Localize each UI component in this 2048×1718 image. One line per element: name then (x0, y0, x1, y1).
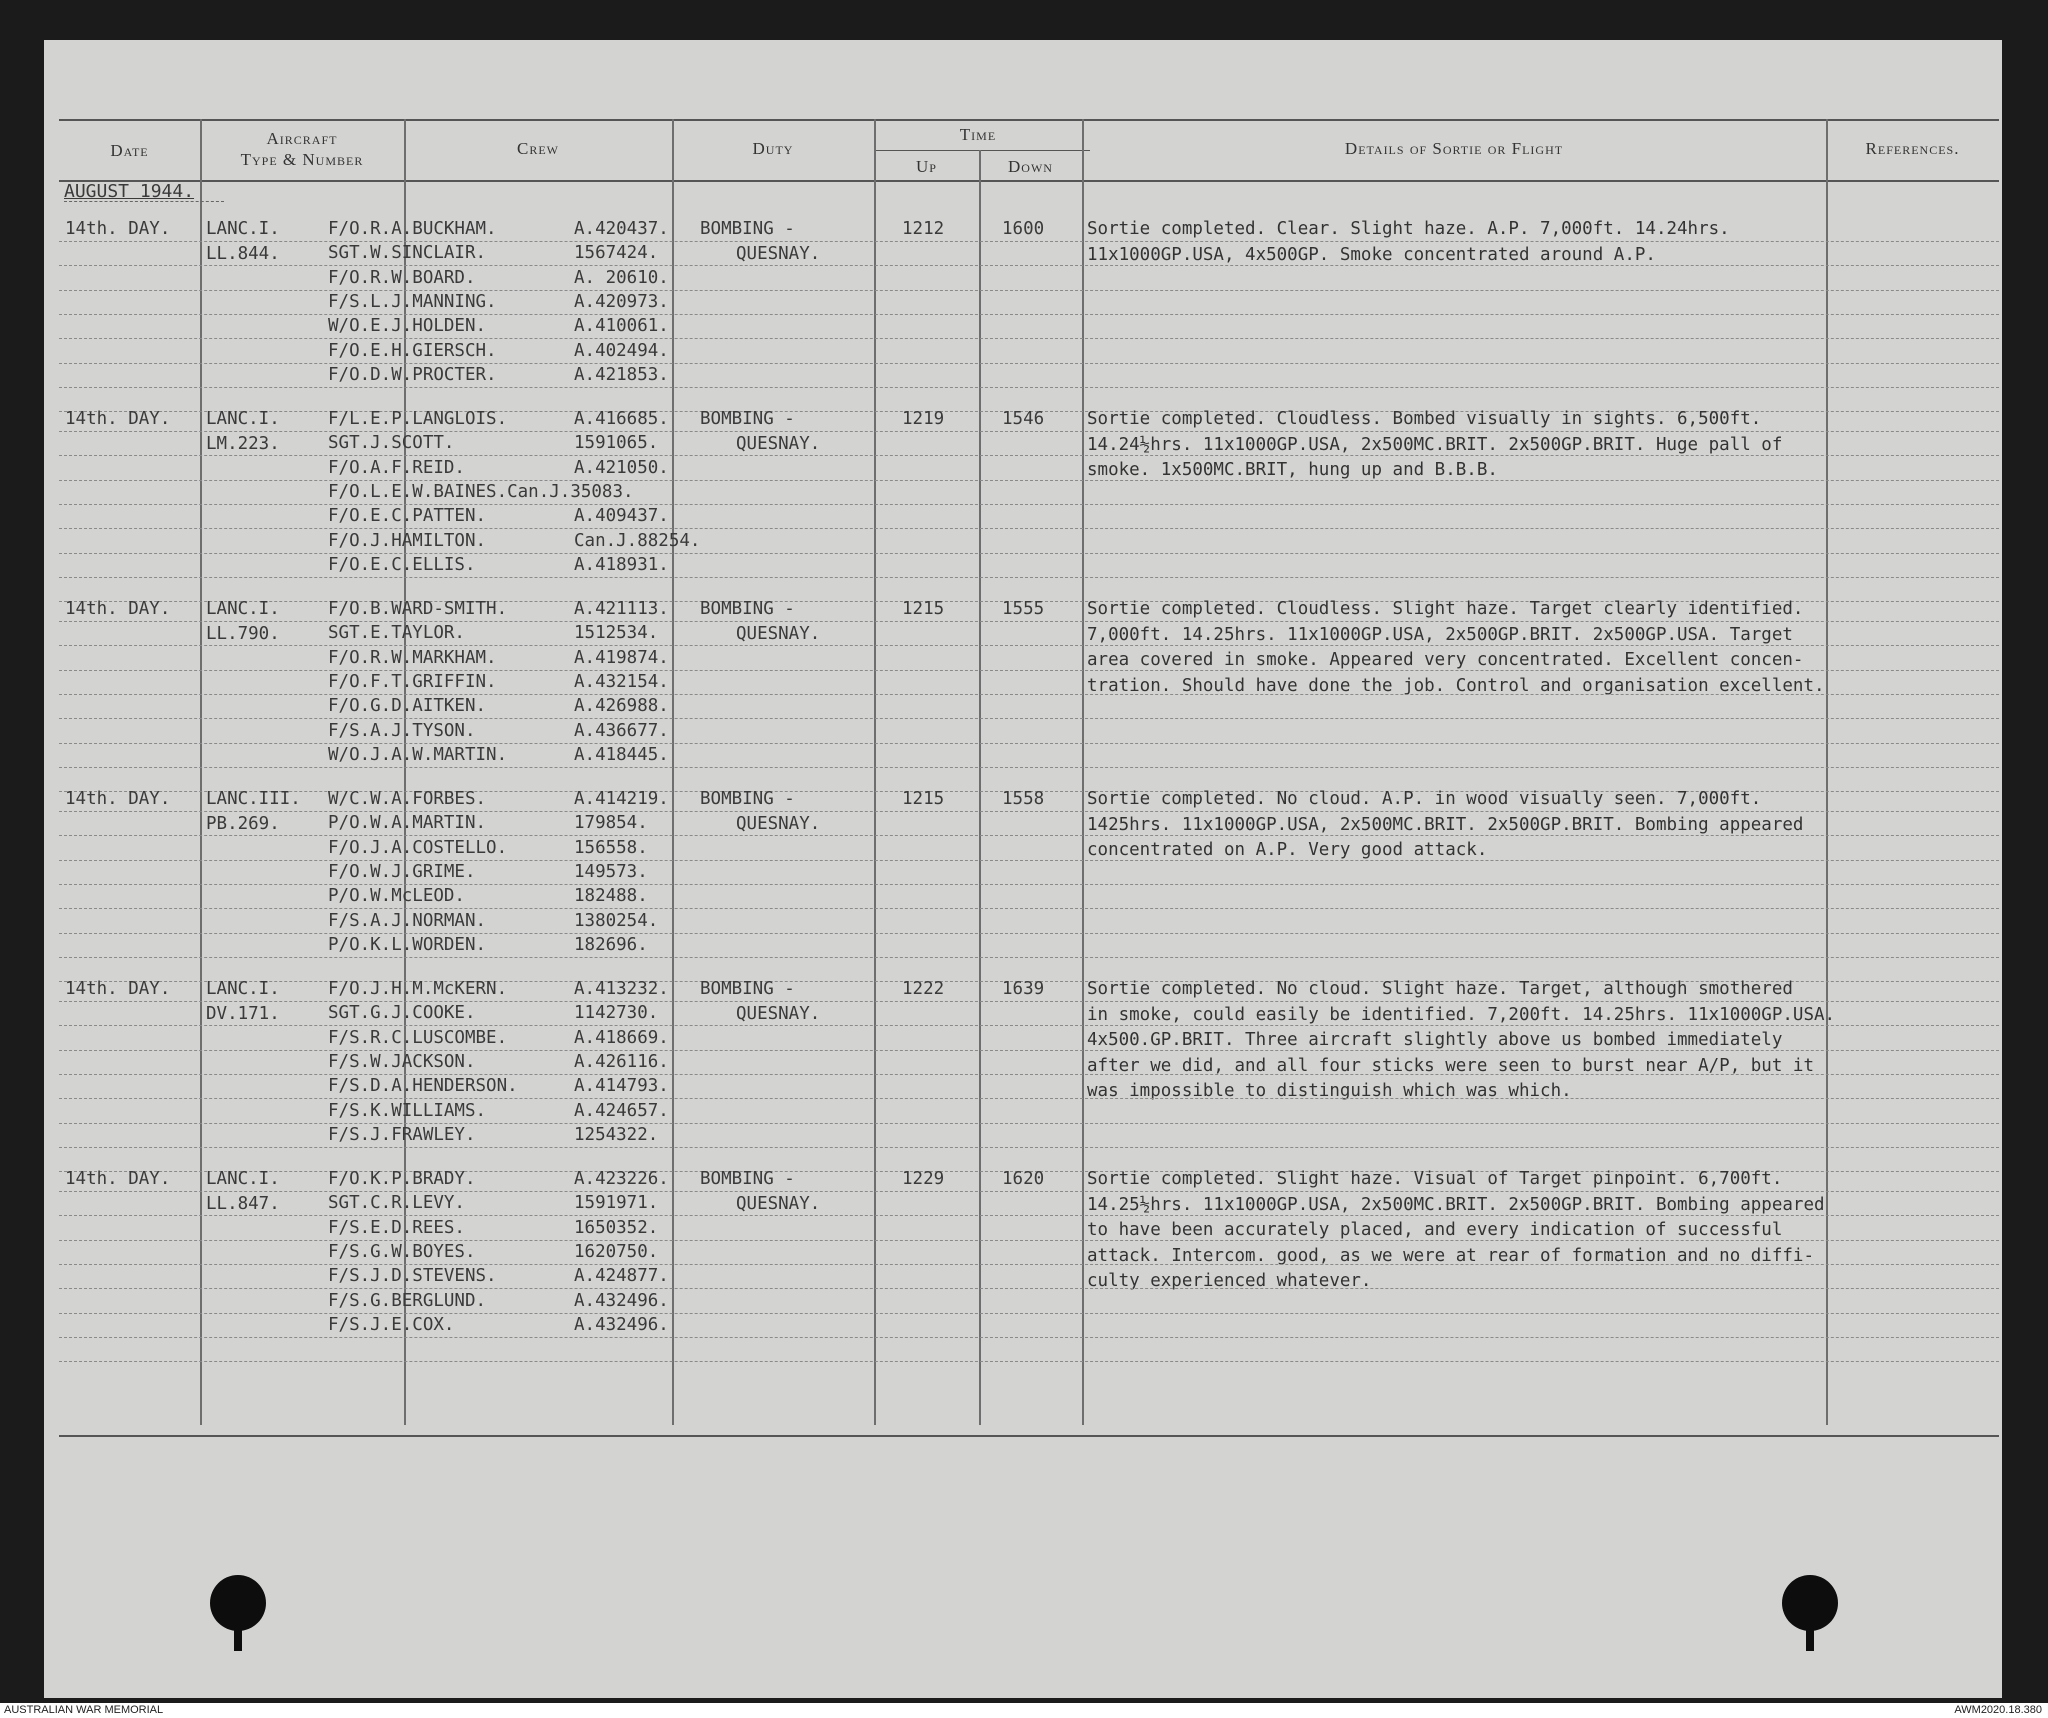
crew-member-number: A.424657. (574, 1100, 669, 1121)
ruled-line (59, 1074, 1999, 1075)
crew-member-name: F/O.B.WARD-SMITH. (328, 599, 508, 619)
entry-time-up: 1229 (902, 1169, 945, 1189)
header-aircraft-line2: Type & Number (240, 150, 364, 169)
entry-date: 14th. DAY. (65, 219, 171, 239)
ruled-line (59, 1050, 1999, 1051)
details-line: in smoke, could easily be identified. 7,200ft. 14.25hrs. 11x1000GP.USA. (1087, 1004, 1836, 1025)
details-line: Sortie completed. No cloud. Slight haze. Target, although smothered (1087, 979, 1793, 999)
ruled-line (59, 1361, 1999, 1362)
details-line: concentrated on A.P. Very good attack. (1087, 840, 1488, 861)
crew-member-name: F/O.G.D.AITKEN. (328, 696, 487, 717)
entry-time-up: 1212 (902, 219, 945, 239)
details-line: Sortie completed. Cloudless. Slight haze. Target clearly identified. (1087, 599, 1804, 619)
ruled-line (59, 1337, 1999, 1338)
month-label: AUGUST 1944. (64, 181, 195, 202)
ruled-line (59, 1215, 1999, 1216)
crew-member-number: A.419874. (574, 647, 669, 668)
col-line-down (1082, 119, 1084, 1425)
details-line: smoke. 1x500MC.BRIT, hung up and B.B.B. (1087, 460, 1498, 481)
ruled-line (59, 621, 1999, 622)
crew-member-name: F/O.R.W.BOARD. (328, 267, 476, 288)
details-line: after we did, and all four sticks were seen to burst near A/P, but it (1087, 1055, 1814, 1076)
details-line: to have been accurately placed, and every indication of successful (1087, 1220, 1783, 1241)
header-aircraft (200, 128, 404, 170)
crew-member-name: F/O.R.W.MARKHAM. (328, 647, 497, 668)
entry-time-up: 1215 (902, 789, 945, 809)
ruled-line (59, 767, 1999, 768)
ruled-line (59, 957, 1999, 958)
crew-member-name: F/O.E.H.GIERSCH. (328, 340, 497, 361)
crew-member-name: F/O.R.A.BUCKHAM. (328, 219, 497, 239)
crew-member-number: Can.J.88254. (574, 530, 701, 551)
crew-member-name: P/O.W.McLEOD. (328, 886, 465, 907)
crew-member-name: F/S.R.C.LUSCOMBE. (328, 1027, 508, 1048)
entry-details (1087, 1167, 2017, 1295)
crew-member-number: A.418669. (574, 1027, 669, 1048)
crew-member-number: 1591971. (574, 1193, 659, 1214)
entry-duty-target: QUESNAY. (736, 624, 821, 644)
ruled-line (59, 835, 1999, 836)
crew-member-name: F/S.J.FRAWLEY. (328, 1124, 476, 1145)
entry-details (1087, 787, 2017, 864)
entry-aircraft: LANC.I. (206, 219, 280, 239)
header-aircraft-line1: Aircraft (266, 129, 338, 148)
crew-member-name: F/S.E.D.REES. (328, 1217, 465, 1238)
crew-member-number: 1380254. (574, 910, 659, 931)
crew-member-name: SGT.J.SCOTT. (328, 433, 455, 454)
ruled-line (59, 553, 1999, 554)
crew-member-number: A.420973. (574, 291, 669, 312)
ruled-line (59, 1264, 1999, 1265)
header-down: Down (1008, 157, 1053, 176)
crew-member-name: F/S.A.J.TYSON. (328, 720, 476, 741)
crew-member-number: A.426988. (574, 696, 669, 717)
entry-aircraft: LANC.I. (206, 409, 280, 429)
ruled-line (59, 1313, 1999, 1314)
crew-member-number: 149573. (574, 861, 648, 882)
entry-time-down: 1639 (1002, 979, 1045, 999)
ruled-line (59, 241, 1999, 242)
details-line: Sortie completed. Cloudless. Bombed visually in sights. 6,500ft. (1087, 409, 1762, 429)
details-line: tration. Should have done the job. Control and organisation excellent. (1087, 675, 1825, 696)
crew-member-number: 179854. (574, 813, 648, 834)
details-line: culty experienced whatever. (1087, 1271, 1372, 1292)
entry-duty-target: QUESNAY. (736, 434, 821, 454)
binder-hole-right (1782, 1575, 1838, 1631)
entry-duty-target: QUESNAY. (736, 244, 821, 264)
ruled-line (59, 314, 1999, 315)
crew-member-name: F/O.K.P.BRADY. (328, 1169, 476, 1189)
crew-member-name: F/O.D.W.PROCTER. (328, 364, 497, 385)
ruled-line (59, 743, 1999, 744)
entry-time-down: 1620 (1002, 1169, 1045, 1189)
entry-time-down: 1555 (1002, 599, 1045, 619)
entry-details (1087, 407, 2017, 484)
header-time: Time (959, 125, 997, 144)
crew-member-name: P/O.W.A.MARTIN. (328, 813, 487, 834)
entry-aircraft: LANC.I. (206, 599, 280, 619)
crew-member-name: P/O.K.L.WORDEN. (328, 934, 487, 955)
entry-aircraft: PB.269. (206, 814, 280, 834)
details-line: Sortie completed. No cloud. A.P. in wood visually seen. 7,000ft. (1087, 789, 1762, 809)
ruled-line (59, 290, 1999, 291)
footer-bar (0, 1703, 2048, 1718)
header-date: Date (110, 141, 149, 160)
crew-member-number: A.421113. (574, 599, 669, 619)
header-details: Details of Sortie or Flight (1344, 139, 1564, 158)
details-line: 1425hrs. 11x1000GP.USA, 2x500MC.BRIT. 2x500GP.BRIT. Bombing appeared (1087, 814, 1804, 835)
crew-member-name: F/S.K.WILLIAMS. (328, 1100, 487, 1121)
crew-member-number: A.409437. (574, 506, 669, 527)
entry-aircraft: LL.844. (206, 244, 280, 264)
entry-aircraft: LANC.I. (206, 1169, 280, 1189)
entry-date: 14th. DAY. (65, 599, 171, 619)
crew-member-name: W/C.W.A.FORBES. (328, 789, 487, 809)
ruled-line (59, 504, 1999, 505)
crew-member-name: F/O.L.E.W.BAINES.Can.J.35083. (328, 481, 634, 502)
crew-member-name: SGT.W.SINCLAIR. (328, 243, 487, 264)
col-line-date (200, 119, 202, 1425)
entry-duty: BOMBING - (700, 789, 795, 809)
entry-duty-target: QUESNAY. (736, 1194, 821, 1214)
ruled-line (59, 1288, 1999, 1289)
entry-time-down: 1600 (1002, 219, 1045, 239)
crew-member-number: 1567424. (574, 243, 659, 264)
entry-duty: BOMBING - (700, 1169, 795, 1189)
entry-duty-target: QUESNAY. (736, 1004, 821, 1024)
crew-member-name: F/O.F.T.GRIFFIN. (328, 671, 497, 692)
crew-member-number: A.432496. (574, 1314, 669, 1335)
ruled-line (59, 431, 1999, 432)
details-line: attack. Intercom. good, as we were at rear of formation and no diffi- (1087, 1245, 1814, 1266)
crew-member-name: W/O.J.A.W.MARTIN. (328, 744, 508, 765)
ruled-line (59, 645, 1999, 646)
header-references: References. (1865, 139, 1960, 158)
ruled-line (59, 1240, 1999, 1241)
ruled-line (59, 908, 1999, 909)
ruled-line (59, 1001, 1999, 1002)
crew-member-name: F/O.W.J.GRIME. (328, 861, 476, 882)
details-line: 14.25½hrs. 11x1000GP.USA, 2x500MC.BRIT. 2x500GP.BRIT. Bombing appeared (1087, 1194, 1825, 1215)
entry-details (1087, 217, 2017, 268)
crew-member-name: F/O.J.H.M.McKERN. (328, 979, 508, 999)
details-line: 4x500.GP.BRIT. Three aircraft slightly above us bombed immediately (1087, 1030, 1783, 1051)
header-duty: Duty (752, 139, 794, 158)
crew-member-number: A.436677. (574, 720, 669, 741)
ruled-line (59, 455, 1999, 456)
crew-member-name: F/O.A.F.REID. (328, 457, 465, 478)
crew-member-number: A.432496. (574, 1290, 669, 1311)
crew-member-name: F/S.L.J.MANNING. (328, 291, 497, 312)
entry-date: 14th. DAY. (65, 979, 171, 999)
entry-details (1087, 597, 2017, 699)
entry-time-up: 1219 (902, 409, 945, 429)
col-line-up (979, 150, 981, 1425)
crew-member-name: F/O.J.HAMILTON. (328, 530, 487, 551)
entry-time-up: 1222 (902, 979, 945, 999)
details-line: Sortie completed. Slight haze. Visual of Target pinpoint. 6,700ft. (1087, 1169, 1783, 1189)
crew-member-number: A.418931. (574, 554, 669, 575)
entry-time-down: 1558 (1002, 789, 1045, 809)
crew-member-number: A.410061. (574, 316, 669, 337)
crew-member-name: F/S.A.J.NORMAN. (328, 910, 487, 931)
entry-duty-target: QUESNAY. (736, 814, 821, 834)
crew-member-number: A.414219. (574, 789, 669, 809)
header-top-rule (59, 119, 1999, 121)
entry-duty: BOMBING - (700, 409, 795, 429)
crew-member-name: F/O.J.A.COSTELLO. (328, 837, 508, 858)
crew-member-number: A.413232. (574, 979, 669, 999)
crew-member-number: A.416685. (574, 409, 669, 429)
crew-member-name: SGT.G.J.COOKE. (328, 1003, 476, 1024)
crew-member-number: A. 20610. (574, 267, 669, 288)
crew-member-number: A.418445. (574, 744, 669, 765)
details-line: was impossible to distinguish which was which. (1087, 1081, 1572, 1102)
entry-details (1087, 977, 2017, 1105)
crew-member-number: A.424877. (574, 1266, 669, 1287)
month-underline (64, 201, 224, 202)
ruled-line (59, 694, 1999, 695)
entry-time-up: 1215 (902, 599, 945, 619)
crew-member-number: A.423226. (574, 1169, 669, 1189)
crew-member-number: 182696. (574, 934, 648, 955)
entry-date: 14th. DAY. (65, 1169, 171, 1189)
col-line-crew (672, 119, 674, 1425)
ruled-line (59, 933, 1999, 934)
record-sheet (44, 40, 2002, 1698)
ruled-line (59, 1098, 1999, 1099)
entry-duty: BOMBING - (700, 219, 795, 239)
crew-member-name: F/O.E.C.ELLIS. (328, 554, 476, 575)
crew-member-number: 1650352. (574, 1217, 659, 1238)
entry-aircraft: LM.223. (206, 434, 280, 454)
crew-member-name: SGT.E.TAYLOR. (328, 623, 465, 644)
entry-duty: BOMBING - (700, 979, 795, 999)
entry-aircraft: LANC.III. (206, 789, 301, 809)
ruled-line (59, 718, 1999, 719)
ruled-line (59, 387, 1999, 388)
crew-member-number: A.421853. (574, 364, 669, 385)
entry-aircraft: LL.790. (206, 624, 280, 644)
crew-member-number: 156558. (574, 837, 648, 858)
ruled-line (59, 884, 1999, 885)
ruled-line (59, 811, 1999, 812)
ruled-line (59, 338, 1999, 339)
crew-member-name: SGT.C.R.LEVY. (328, 1193, 465, 1214)
crew-member-name: F/S.G.BERGLUND. (328, 1290, 487, 1311)
crew-member-name: F/O.E.C.PATTEN. (328, 506, 487, 527)
crew-member-number: A.420437. (574, 219, 669, 239)
ruled-line (59, 577, 1999, 578)
crew-member-number: 1620750. (574, 1241, 659, 1262)
header-up: Up (916, 157, 937, 176)
details-line: Sortie completed. Clear. Slight haze. A.P. 7,000ft. 14.24hrs. (1087, 219, 1730, 239)
ruled-line (59, 1123, 1999, 1124)
entry-aircraft: DV.171. (206, 1004, 280, 1024)
footer-left: AUSTRALIAN WAR MEMORIAL (4, 1704, 164, 1716)
crew-member-name: F/S.D.A.HENDERSON. (328, 1076, 518, 1097)
entry-date: 14th. DAY. (65, 409, 171, 429)
crew-member-name: F/S.G.W.BOYES. (328, 1241, 476, 1262)
entry-duty: BOMBING - (700, 599, 795, 619)
ruled-line (59, 363, 1999, 364)
crew-member-number: 1254322. (574, 1124, 659, 1145)
ruled-line (59, 1147, 1999, 1148)
entry-aircraft: LL.847. (206, 1194, 280, 1214)
crew-member-number: A.414793. (574, 1076, 669, 1097)
crew-member-number: A.432154. (574, 671, 669, 692)
ruled-line (59, 860, 1999, 861)
details-line: 14.24½hrs. 11x1000GP.USA, 2x500MC.BRIT. 2x500GP.BRIT. Huge pall of (1087, 434, 1783, 455)
crew-member-number: A.426116. (574, 1051, 669, 1072)
crew-member-number: 182488. (574, 886, 648, 907)
entry-time-down: 1546 (1002, 409, 1045, 429)
time-divider-rule (874, 150, 1090, 151)
crew-member-number: A.402494. (574, 340, 669, 361)
crew-member-number: 1142730. (574, 1003, 659, 1024)
crew-member-number: 1591065. (574, 433, 659, 454)
crew-member-name: F/S.J.D.STEVENS. (328, 1266, 497, 1287)
ruled-line (59, 265, 1999, 266)
ruled-line (59, 1191, 1999, 1192)
ruled-line (59, 480, 1999, 481)
header-crew: Crew (517, 139, 559, 158)
crew-member-number: 1512534. (574, 623, 659, 644)
col-line-duty (874, 119, 876, 1425)
header-bottom-rule (59, 180, 1999, 182)
footer-right: AWM2020.18.380 (1954, 1704, 2042, 1716)
entry-aircraft: LANC.I. (206, 979, 280, 999)
details-line: 7,000ft. 14.25hrs. 11x1000GP.USA, 2x500GP.BRIT. 2x500GP.USA. Target (1087, 624, 1793, 645)
crew-member-name: F/L.E.P.LANGLOIS. (328, 409, 508, 429)
entry-date: 14th. DAY. (65, 789, 171, 809)
crew-member-number: A.421050. (574, 457, 669, 478)
ruled-line (59, 670, 1999, 671)
details-line: 11x1000GP.USA, 4x500GP. Smoke concentrated around A.P. (1087, 244, 1656, 265)
crew-member-name: F/S.J.E.COX. (328, 1314, 455, 1335)
details-line: area covered in smoke. Appeared very concentrated. Excellent concen- (1087, 650, 1804, 671)
crew-member-name: W/O.E.J.HOLDEN. (328, 316, 487, 337)
binder-hole-left (210, 1575, 266, 1631)
crew-member-name: F/S.W.JACKSON. (328, 1051, 476, 1072)
ruled-line (59, 528, 1999, 529)
table-bottom-rule (59, 1435, 1999, 1437)
ruled-line (59, 1025, 1999, 1026)
